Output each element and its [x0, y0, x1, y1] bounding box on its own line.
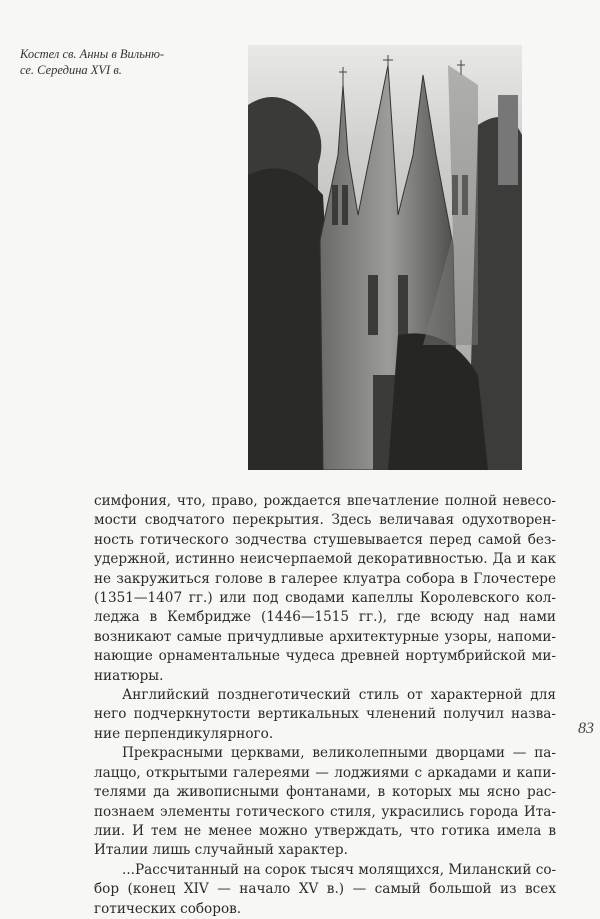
text-line: лии. И тем не менее можно утверждать, что готика имела в — [94, 822, 556, 839]
text-line: ниатюры. — [94, 667, 164, 684]
page-number: 83 — [578, 720, 594, 737]
text-line: (1351—1407 гг.) или под сводами капеллы Королевского кол- — [94, 590, 556, 607]
text-line: удержной, истинно неисчерпаемой декоративностью. Да и как — [94, 551, 556, 568]
church-photo — [248, 45, 522, 470]
text-line: не закружиться голове в галерее клуатра собора в Глочестере — [94, 570, 556, 587]
text-line: ...Рассчитанный на сорок тысяч молящихся, Миланский со- — [122, 861, 557, 878]
text-line: леджа в Кембридже (1446—1515 гг.), где всюду над нами — [94, 609, 556, 626]
text-line: бор (конец XIV — начало XV в.) — самый большой из всех — [94, 881, 556, 898]
text-line: готических соборов. — [94, 900, 242, 917]
text-line: возникают самые причудливые архитектурные узоры, напоми- — [94, 628, 556, 645]
body-text — [94, 492, 556, 919]
figure-caption — [20, 46, 250, 78]
text-line: Италии лишь случайный характер. — [94, 842, 348, 859]
caption-line: се. Середина XVI в. — [20, 63, 122, 77]
text-line: симфония, что, право, рождается впечатление полной невесо- — [94, 493, 556, 509]
text-line: ность готического зодчества стушевывается перед самой без- — [94, 531, 556, 548]
text-line: лаццо, открытыми галереями — лоджиями с аркадами и капи- — [94, 764, 556, 781]
text-line: телями да живописными фонтанами, в которых мы ясно рас- — [94, 784, 556, 801]
caption-line: Костел св. Анны в Вильню- — [20, 47, 165, 61]
text-line: Прекрасными церквами, великолепными дворцами — па- — [122, 745, 556, 762]
text-line: мости сводчатого перекрытия. Здесь величавая одухотворен- — [94, 512, 556, 529]
text-line: Английский позднеготический стиль от характерной для — [122, 687, 556, 704]
text-line: нающие орнаментальные чудеса древней нортумбрийской ми- — [94, 648, 556, 665]
text-line: него подчеркнутости вертикальных членений получил назва- — [94, 706, 556, 723]
text-line: ние перпендикулярного. — [94, 725, 274, 742]
text-line: познаем элементы готического стиля, украсились города Ита- — [94, 803, 556, 820]
